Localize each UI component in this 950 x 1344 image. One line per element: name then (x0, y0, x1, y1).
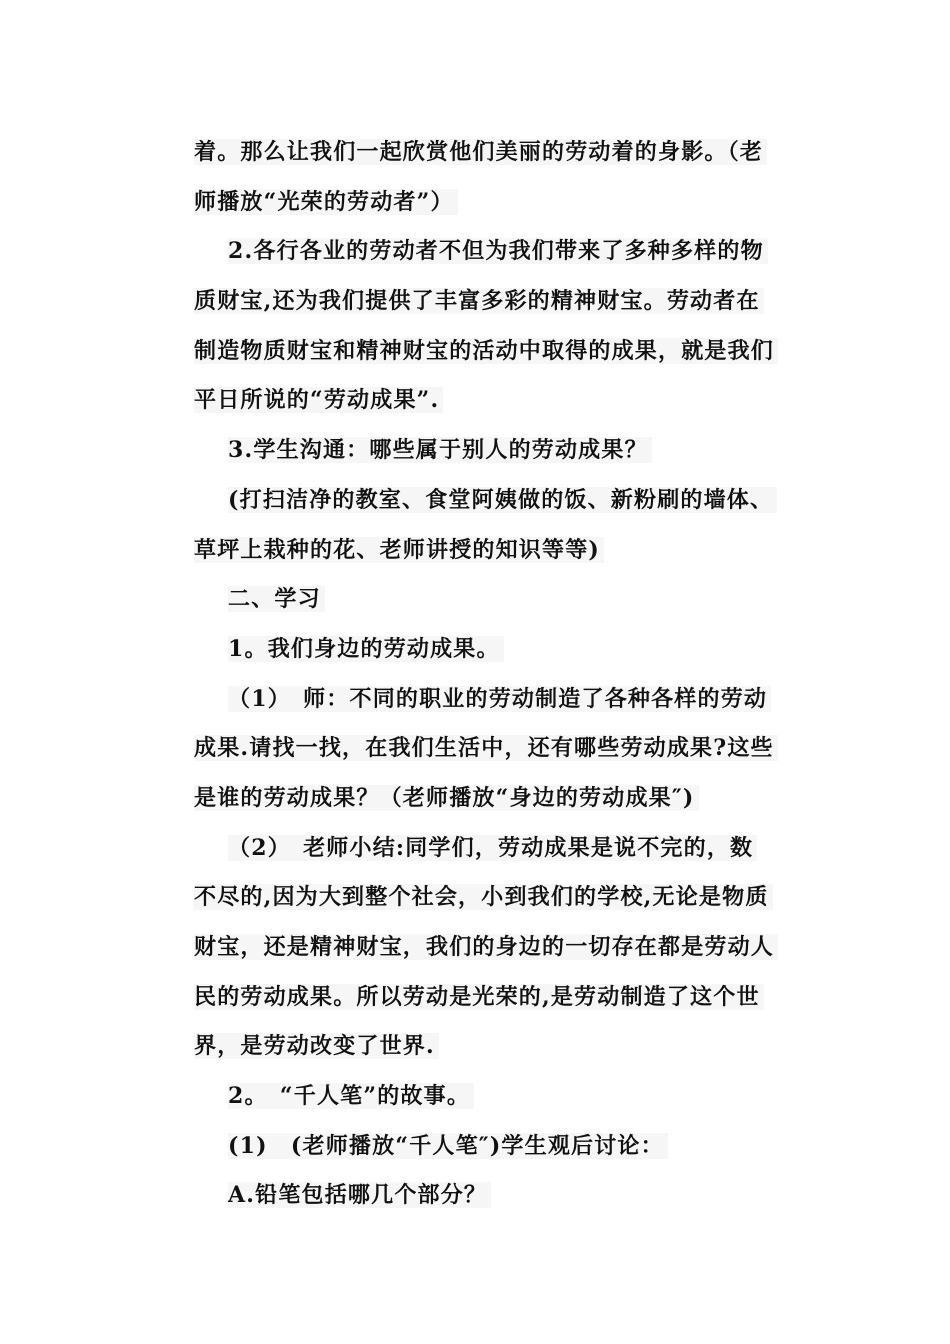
text-line (194, 327, 804, 377)
text-line (194, 476, 804, 526)
line-text: 界，是劳动改变了世界. (194, 1033, 439, 1059)
line-text: 二、学习 (228, 586, 325, 612)
line-text: 质财宝,还为我们提供了丰富多彩的精神财宝。劳动者在 (194, 288, 764, 314)
line-text: 不尽的,因为大到整个社会，小到我们的学校,无论是物质 (194, 884, 773, 910)
text-line (194, 724, 804, 774)
line-text: 1。我们身边的劳动成果。 (228, 636, 504, 662)
text-line (194, 824, 804, 874)
text-line (194, 376, 804, 426)
text-line (194, 873, 804, 923)
document-body (194, 128, 804, 1221)
line-text: 着。那么让我们一起欣赏他们美丽的劳动着的身影。（老 (194, 139, 767, 165)
text-line (194, 1022, 804, 1072)
text-line (194, 1171, 804, 1221)
line-text: 财宝，还是精神财宝，我们的身边的一切存在都是劳动人 (194, 934, 778, 960)
line-text: 师播放“光荣的劳动者”） (194, 189, 458, 215)
line-text: (1) (老师播放“千人笔″)学生观后讨论： (228, 1133, 668, 1159)
line-text: （2） 老师小结:同学们，劳动成果是说不完的，数 (228, 835, 757, 861)
line-text: 是谁的劳动成果？（老师播放“身边的劳动成果″) (194, 785, 699, 811)
line-text: (打扫洁净的教室、食堂阿姨做的饭、新粉刷的墙体、 (228, 487, 777, 513)
text-line (194, 426, 804, 476)
text-line (194, 774, 804, 824)
line-text: 3.学生沟通：哪些属于别人的劳动成果？ (228, 437, 652, 463)
text-line (194, 923, 804, 973)
line-text: 制造物质财宝和精神财宝的活动中取得的成果，就是我们 (194, 338, 778, 364)
text-line (194, 1122, 804, 1172)
line-text: 平日所说的“劳动成果”. (194, 387, 443, 413)
line-text: 2。 “千人笔”的故事。 (228, 1083, 474, 1109)
line-text: 民的劳动成果。所以劳动是光荣的,是劳动制造了这个世 (194, 984, 764, 1010)
section-heading (194, 575, 804, 625)
line-text: 草坪上栽种的花、老师讲授的知识等等) (194, 537, 604, 563)
line-text: 成果.请找一找，在我们生活中，还有哪些劳动成果?这些 (194, 735, 778, 761)
text-line (194, 625, 804, 675)
text-line (194, 178, 804, 228)
line-text: （1） 师：不同的职业的劳动制造了各种各样的劳动 (228, 686, 771, 712)
text-line (194, 1072, 804, 1122)
text-line (194, 128, 804, 178)
text-line (194, 675, 804, 725)
line-text: A.铅笔包括哪几个部分？ (228, 1182, 491, 1208)
text-line (194, 277, 804, 327)
text-line (194, 227, 804, 277)
text-line (194, 973, 804, 1023)
line-text: 2.各行各业的劳动者不但为我们带来了多种多样的物 (228, 238, 768, 264)
text-line (194, 526, 804, 576)
